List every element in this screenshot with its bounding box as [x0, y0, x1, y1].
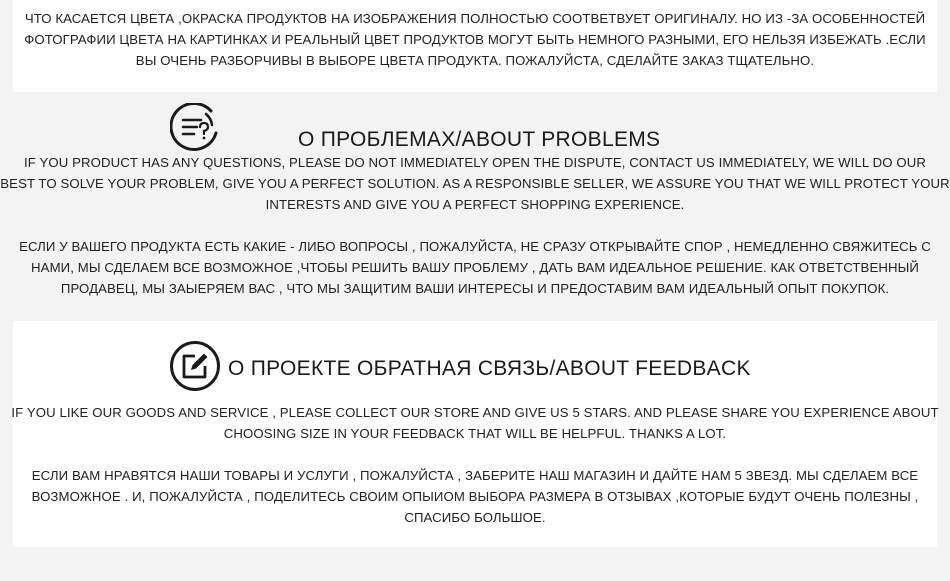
color-note-text: [0, 8, 950, 71]
feedback-title: О ПРОЕКТЕ ОБРАТНАЯ СВЯЗЬ/ABOUT FEEDBACK: [228, 357, 751, 380]
text-line: ЕСЛИ ВАМ НРАВЯТСЯ НАШИ ТОВАРЫ И УСЛУГИ , ПОЖАЛУЙСТА , ЗАБЕРИТЕ НАШ МАГАЗИН И ДАЙТЕ НАМ 5 ЗВЕЗД. МЫ СДЕЛАЕМ ВСЕ: [31, 468, 919, 483]
text-line: ФОТОГРАФИИ ЦВЕТА НА КАРТИНКАХ И РЕАЛЬНЫЙ ЦВЕТ ПРОДУКТОВ МОГУТ БЫТЬ НЕМНОГО РАЗНЫМИ, ЕГО НЕЛЬЗЯ ИЗБЕЖАТЬ .ЕСЛИ: [24, 32, 926, 47]
text-line: ЧТО КАСАЕТСЯ ЦВЕТА ,ОКРАСКА ПРОДУКТОВ НА ИЗОБРАЖЕНИЯ ПОЛНОСТЬЮ СООТВЕТВУЕТ ОРИГИНАЛУ. НО ИЗ -ЗА ОСОБЕННОСТЕЙ: [24, 11, 926, 26]
text-line: ВЫ ОЧЕНЬ РАЗБОРЧИВЫ В ВЫБОРЕ ЦВЕТА ПРОДУКТА. ПОЖАЛУЙСТА, СДЕЛАЙТЕ ЗАКАЗ ТЩАТЕЛЬНО.: [135, 53, 815, 68]
text-line: НАМИ, МЫ СДЕЛАЕМ ВСЕ ВОЗМОЖНОЕ ,ЧТОБЫ РЕШИТЬ ВАШУ ПРОБЛЕМУ , ДАТЬ ВАМ ИДЕАЛЬНОЕ РЕШЕНИЕ. КАК ОТВЕТСТВЕННЫЙ: [31, 260, 919, 275]
text-line: ПРОДАВЕЦ, МЫ ЗАЫЕРЯЕМ ВАС , ЧТО МЫ ЗАЩИТИМ ВАШИ ИНТЕРЕСЫ И ПРЕДОСТАВИМ ВАМ ИДЕАЛЬНЫЙ ОПЫТ ПОКУПОК.: [60, 281, 890, 296]
feedback-russian-text: [0, 465, 950, 528]
problems-title: О ПРОБЛЕМАХ/ABOUT PROBLEMS: [298, 128, 661, 151]
problems-english-text: [0, 152, 950, 215]
text-line: INTERESTS AND GIVE YOU A PERFECT SHOPPING EXPERIENCE.: [265, 197, 685, 212]
feedback-english-text: [0, 402, 950, 444]
text-line: СПАСИБО БОЛЬШОЕ.: [404, 510, 546, 525]
text-line: IF YOU PRODUCT HAS ANY QUESTIONS, PLEASE DO NOT IMMEDIATELY OPEN THE DISPUTE, CONTACT US IMMEDIATELY, WE WILL DO OUR: [24, 155, 926, 170]
text-line: IF YOU LIKE OUR GOODS AND SERVICE , PLEASE COLLECT OUR STORE AND GIVE US 5 STARS. AND PLEASE SHARE YOU EXPERIENCE ABOUT: [11, 405, 939, 420]
problems-russian-text: [0, 236, 950, 299]
edit-pen-icon: [169, 340, 221, 397]
text-line: ЕСЛИ У ВАШЕГО ПРОДУКТА ЕСТЬ КАКИЕ - ЛИБО ВОПРОСЫ , ПОЖАЛУЙСТА, НЕ СРАЗУ ОТКРЫВАЙТЕ СПОР , НЕМЕДЛЕННО СВЯЖИТЕСЬ С: [19, 239, 931, 254]
text-line: BEST TO SOLVE YOUR PROBLEM, GIVE YOU A PERFECT SOLUTION. AS A RESPONSIBLE SELLER, WE ASSURE YOU THAT WE WILL PROTECT YOUR: [0, 176, 950, 191]
text-line: ВОЗМОЖНОЕ . И, ПОЖАЛУЙСТА , ПОДЕЛИТЕСЬ СВОИМ ОПЫИОМ ВЫБОРА РАЗМЕРА В ОТЗЫВАХ ,КОТОРЫЕ БУДУТ ОЧЕНЬ ПОЛЕЗНЫ ,: [31, 489, 919, 504]
text-line: CHOOSING SIZE IN YOUR FEEDBACK THAT WILL BE HELPFUL. THANKS A LOT.: [223, 426, 727, 441]
